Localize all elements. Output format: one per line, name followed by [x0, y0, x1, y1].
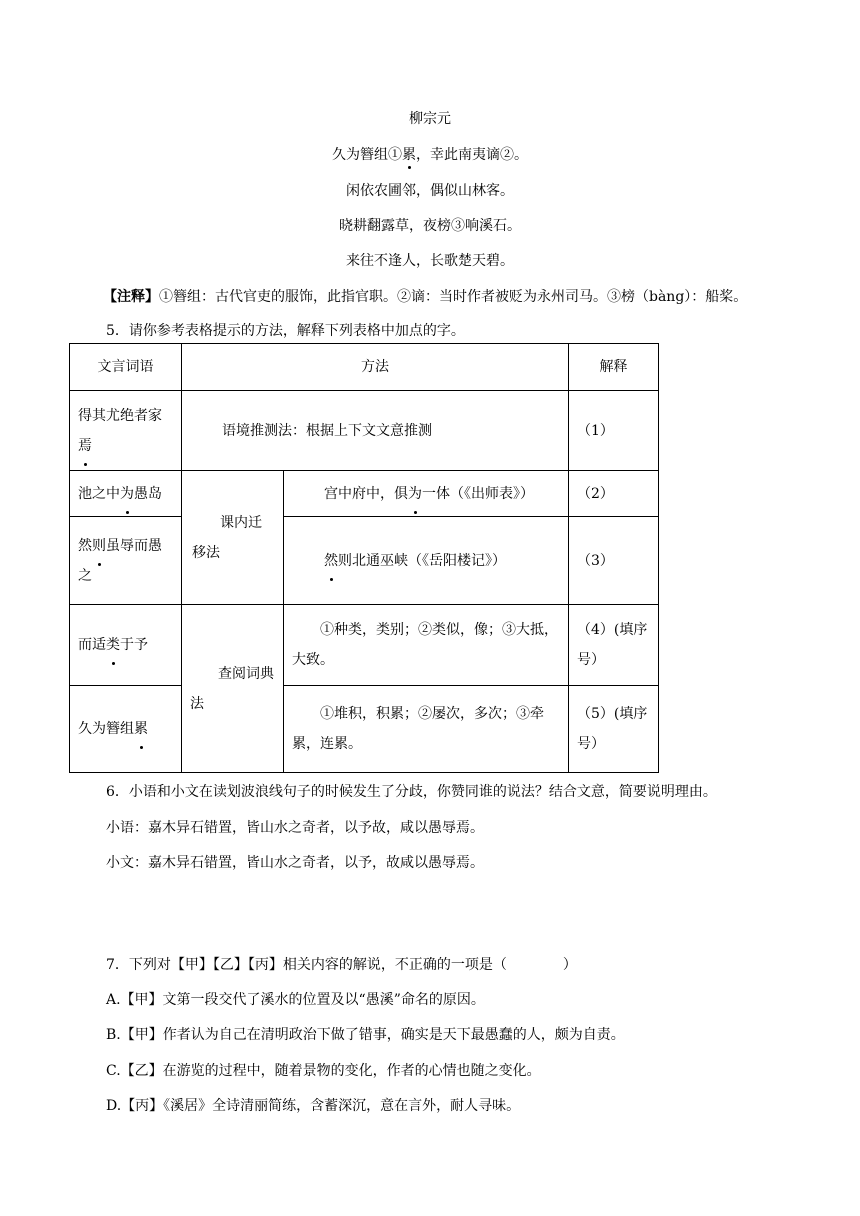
annotation [103, 286, 747, 306]
meaning-cell: ①堆积，积累；②屡次，多次；③牵累，连累。 [284, 686, 569, 773]
answer-cell: （2） [569, 471, 659, 517]
header-term: 文言词语 [70, 344, 182, 391]
annotation-text: ①簪组：古代官吏的服饰，此指官职。②谪：当时作者被贬为永州司马。③榜（bàng）：船桨。 [159, 289, 748, 305]
option-d: D.【丙】《溪居》全诗清丽简练，含蓄深沉，意在言外，耐人寻味。 [106, 1098, 521, 1114]
method-cell: 语境推测法：根据上下文文意推测 [182, 391, 569, 471]
method-group-cell: 课内迁移法 [182, 471, 284, 605]
option-a: A.【甲】文第一段交代了溪水的位置及以“愚溪”命名的原因。 [106, 992, 485, 1008]
table-header-row [70, 344, 659, 391]
question-5-table [69, 343, 659, 773]
table-row [70, 517, 659, 605]
poem-line-1-dotted: 累 [402, 144, 416, 164]
xiaoyu-reading: 小语：嘉木异石错置，皆山水之奇者，以予故，咸以愚辱焉。 [106, 820, 484, 836]
header-answer: 解释 [569, 344, 659, 391]
question-7-prompt: 7．下列对【甲】【乙】【丙】相关内容的解说，不正确的一项是（ ） [106, 957, 577, 973]
method-group-cell: 查阅词典法 [182, 605, 284, 773]
table-row [70, 471, 659, 517]
question-6-prompt: 6．小语和小文在读划波浪线句子的时候发生了分歧，你赞同谁的说法？结合文意，简要说明理由。 [106, 784, 717, 800]
answer-cell: （4）(填序号） [569, 605, 659, 686]
table-row [70, 686, 659, 773]
answer-cell: （1） [569, 391, 659, 471]
term-cell: 久为簪组累 [70, 686, 182, 773]
question-5-prompt: 5．请你参考表格提示的方法，解释下列表格中加点的字。 [106, 323, 465, 339]
meaning-cell: ①种类，类别；②类似，像；③大抵，大致。 [284, 605, 569, 686]
table-row [70, 391, 659, 471]
annotation-label: 【注释】 [103, 289, 159, 305]
poem-author: 柳宗元 [409, 111, 451, 127]
example-cell: 宫中府中，俱为一体（《出师表》） [284, 471, 569, 517]
term-cell: 然则虽辱而愚之 [70, 517, 182, 605]
poem-line-1-b: ，幸此南夷谪②。 [416, 147, 528, 163]
option-b: B.【甲】作者认为自己在清明政治下做了错事，确实是天下最愚蠢的人，颇为自责。 [106, 1027, 625, 1043]
poem-line-1-a: 久为簪组① [332, 147, 402, 163]
option-c: C.【乙】在游览的过程中，随着景物的变化，作者的心情也随之变化。 [106, 1063, 541, 1079]
header-method: 方法 [182, 344, 569, 391]
example-cell: 然则北通巫峡（《岳阳楼记》） [284, 517, 569, 605]
term-cell: 池之中为愚岛 [70, 471, 182, 517]
poem-line-1 [0, 144, 860, 164]
term-cell: 得其尤绝者家焉 [70, 391, 182, 471]
poem-line-3: 晓耕翻露草，夜榜③响溪石。 [339, 218, 521, 234]
term-cell: 而适类于予 [70, 605, 182, 686]
xiaowen-reading: 小文：嘉木异石错置，皆山水之奇者，以予，故咸以愚辱焉。 [106, 855, 484, 871]
poem-line-4: 来往不逢人，长歌楚天碧。 [346, 253, 514, 269]
answer-cell: （3） [569, 517, 659, 605]
poem-line-2: 闲依农圃邻，偶似山林客。 [346, 183, 514, 199]
table-row [70, 605, 659, 686]
answer-cell: （5）(填序号） [569, 686, 659, 773]
